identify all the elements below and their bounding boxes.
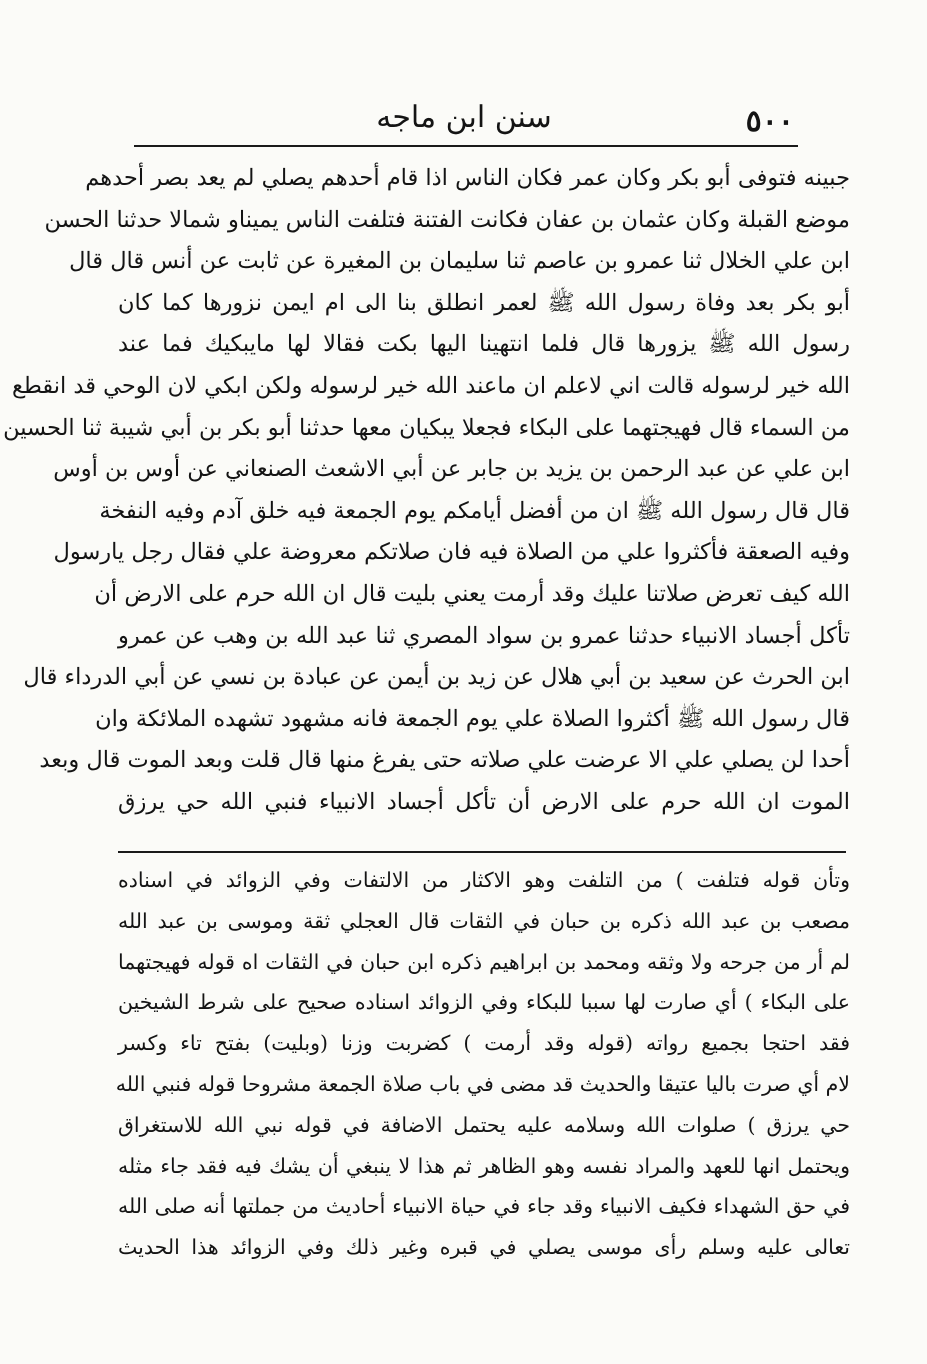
footnote-line: في حق الشهداء فكيف الانبياء وقد جاء في حياة الانبياء أحاديث من جملتها أنه صلى الله	[118, 1194, 850, 1219]
text-line: الله كيف تعرض صلاتنا عليك وقد أرمت يعني بليت قال ان الله حرم على الارض أن	[94, 580, 850, 607]
footnote-line: فقد احتجا بجميع رواته (قوله وقد أرمت ) كضربت وزنا (وبليت) بفتح تاء وكسر	[118, 1031, 850, 1056]
text-line: وفيه الصعقة فأكثروا علي من الصلاة فيه فان صلاتكم معروضة علي فقال رجل يارسول	[53, 539, 850, 566]
page-number: ٥٠٠	[745, 104, 794, 139]
footnote-line: مصعب بن عبد الله ذكره بن حبان في الثقات قال العجلي ثقة وموسى بن عبد الله	[118, 908, 850, 933]
text-line: موضع القبلة وكان عثمان بن عفان فكانت الفتنة فتلفت الناس يميناو شمالا حدثنا الحسن	[44, 206, 850, 233]
text-line: ابن علي الخلال ثنا عمرو بن عاصم ثنا سليمان بن المغيرة عن ثابت عن أنس قال قال	[69, 248, 850, 275]
text-line: قال قال رسول الله ﷺ ان من أفضل أيامكم يوم الجمعة فيه خلق آدم وفيه النفخة	[99, 497, 850, 524]
page-header	[134, 96, 794, 146]
text-line: تأكل أجساد الانبياء حدثنا عمرو بن سواد المصري ثنا عبد الله بن وهب عن عمرو	[118, 622, 850, 649]
footnote-divider	[118, 851, 846, 853]
text-line: ابن الحرث عن سعيد بن أبي هلال عن زيد بن أيمن عن عبادة بن نسي عن أبي الدرداء قال	[23, 664, 850, 691]
main-hadith-text	[3, 158, 850, 824]
text-line: أبو بكر بعد وفاة رسول الله ﷺ لعمر انطلق بنا الى ام ايمن نزورها كما كان	[118, 289, 850, 316]
footnote-commentary	[115, 860, 850, 1268]
text-line: الموت ان الله حرم على الارض أن تأكل أجساد الانبياء فنبي الله حي يرزق	[118, 788, 850, 815]
footnote-line: لم أر من جرحه ولا وثقه ومحمد بن ابراهيم ذكره ابن حبان في الثقات اه قوله فهيجتهما	[118, 949, 850, 974]
text-line: من السماء قال فهيجتهما على البكاء فجعلا يبكيان معها حدثنا أبو بكر بن أبي شيبة ثنا الحسين	[3, 414, 850, 441]
header-divider	[134, 145, 798, 147]
text-line: قال رسول الله ﷺ أكثروا الصلاة علي يوم الجمعة فانه مشهود تشهده الملائكة وان	[95, 705, 850, 732]
footnote-line: وتأن قوله فتلفت ) من التلفت وهو الاكثار من الالتفات وفي الزوائد في اسناده	[118, 868, 850, 892]
text-line: جبينه فتوفى أبو بكر وكان عمر فكان الناس اذا قام أحدهم يصلي لم يعد بصر أحدهم	[85, 165, 850, 191]
text-line: رسول الله ﷺ يزورها قال فلما انتهينا اليها بكت فقالا لها مايبكيك فما عند	[118, 331, 850, 358]
text-line: ابن علي عن عبد الرحمن بن يزيد بن جابر عن أبي الاشعث الصنعاني عن أوس بن أوس	[53, 456, 850, 483]
footnote-line: لام أي صرت باليا عتيقا والحديث قد مضى في باب صلاة الجمعة مشروحا قوله فنبي الله	[115, 1071, 850, 1096]
footnote-line: ويحتمل انها للعهد والمراد نفسه وهو الظاهر ثم هذا لا ينبغي أن يشك فيه فقد جاء مثله	[118, 1153, 850, 1178]
text-line: الله خير لرسوله قالت اني لاعلم ان ماعند الله خير لرسوله ولكن ابكي لان الوحي قد انقطع	[11, 372, 850, 399]
footnote-line: على البكاء ) أي صارت لها سببا للبكاء وفي الزوائد اسناده صحيح على شرط الشيخين	[118, 990, 850, 1015]
running-title: سنن ابن ماجه	[376, 100, 552, 135]
footnote-line: تعالى عليه وسلم رأى موسى يصلي في قبره وغير ذلك وفي الزوائد هذا الحديث	[118, 1235, 850, 1260]
footnote-line: حي يرزق ) صلوات الله وسلامه عليه يحتمل الاضافة في قوله نبي الله للاستغراق	[118, 1112, 850, 1137]
text-line: أحدا لن يصلي علي الا عرضت علي صلاته حتى يفرغ منها قال قلت وبعد الموت قال وبعد	[39, 747, 850, 774]
